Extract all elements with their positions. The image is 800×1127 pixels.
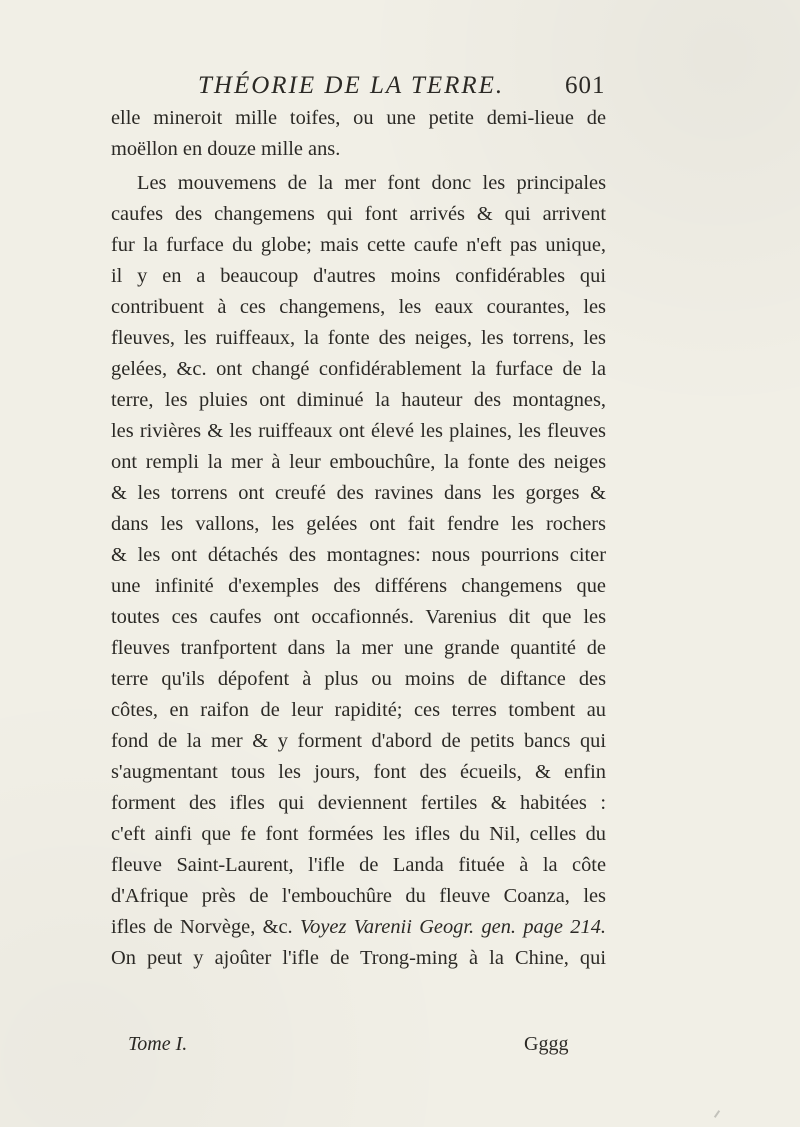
text-line-11: les rivières & les ruiffeaux ont élevé les plaines, les fleuves	[111, 420, 606, 442]
text-line-27-start: ifles de Norvège, &c.	[111, 916, 293, 938]
text-line-9: gelées, &c. ont changé confidérablement la furface de la	[111, 358, 606, 380]
text-line-5: fur la furface du globe; mais cette caufe n'eft pas unique,	[111, 234, 606, 256]
text-line-18: fleuves tranfportent dans la mer une grande quantité de	[111, 637, 606, 659]
text-line-23: forment des ifles qui deviennent fertiles & habitées :	[111, 792, 606, 814]
text-line-10: terre, les pluies ont diminué la hauteur des montagnes,	[111, 389, 606, 411]
text-line-4: caufes des changemens qui font arrivés & qui arrivent	[111, 203, 606, 225]
text-line-28: On peut y ajoûter l'ifle de Trong-ming à la Chine, qui	[111, 947, 606, 969]
text-line-16: une infinité d'exemples des différens changemens que	[111, 575, 606, 597]
text-line-7: contribuent à ces changemens, les eaux courantes, les	[111, 296, 606, 318]
text-line-15: & les ont détachés des montagnes: nous pourrions citer	[111, 544, 606, 566]
gathering-signature: Gggg	[524, 1033, 569, 1055]
text-line-27	[111, 913, 606, 941]
text-line-20: côtes, en raifon de leur rapidité; ces terres tombent au	[111, 699, 606, 721]
text-line-14: dans les vallons, les gelées ont fait fendre les rochers	[111, 513, 606, 535]
text-line-17: toutes ces caufes ont occafionnés. Varenius dit que les	[111, 606, 606, 628]
text-line-13: & les torrens ont creufé des ravines dans les gorges &	[111, 482, 606, 504]
text-line-8: fleuves, les ruiffeaux, la fonte des neiges, les torrens, les	[111, 327, 606, 349]
running-head: THÉORIE DE LA TERRE.	[198, 72, 505, 99]
volume-signature: Tome I.	[128, 1033, 188, 1055]
text-line-19: terre qu'ils dépofent à plus ou moins de diftance des	[111, 668, 606, 690]
text-line-22: s'augmentant tous les jours, font des écueils, & enfin	[111, 761, 606, 783]
text-line-24: c'eft ainfi que fe font formées les ifles du Nil, celles du	[111, 823, 606, 845]
text-line-1: elle mineroit mille toifes, ou une petite demi-lieue de	[111, 107, 606, 129]
text-line-2: moëllon en douze mille ans.	[111, 138, 341, 160]
italic-reference: Voyez Varenii Geogr. gen. page 214.	[299, 916, 606, 938]
text-line-12: ont rempli la mer à leur embouchûre, la fonte des neiges	[111, 451, 606, 473]
text-line-3: Les mouvemens de la mer font donc les principales	[137, 172, 606, 194]
body-text	[111, 104, 606, 1044]
paper-speck	[714, 1110, 720, 1118]
text-line-26: d'Afrique près de l'embouchûre du fleuve Coanza, les	[111, 885, 606, 907]
text-line-25: fleuve Saint-Laurent, l'ifle de Landa fituée à la côte	[111, 854, 606, 876]
text-line-21: fond de la mer & y forment d'abord de petits bancs qui	[111, 730, 606, 752]
page-number: 601	[565, 72, 606, 99]
text-line-6: il y en a beaucoup d'autres moins confidérables qui	[111, 265, 606, 287]
